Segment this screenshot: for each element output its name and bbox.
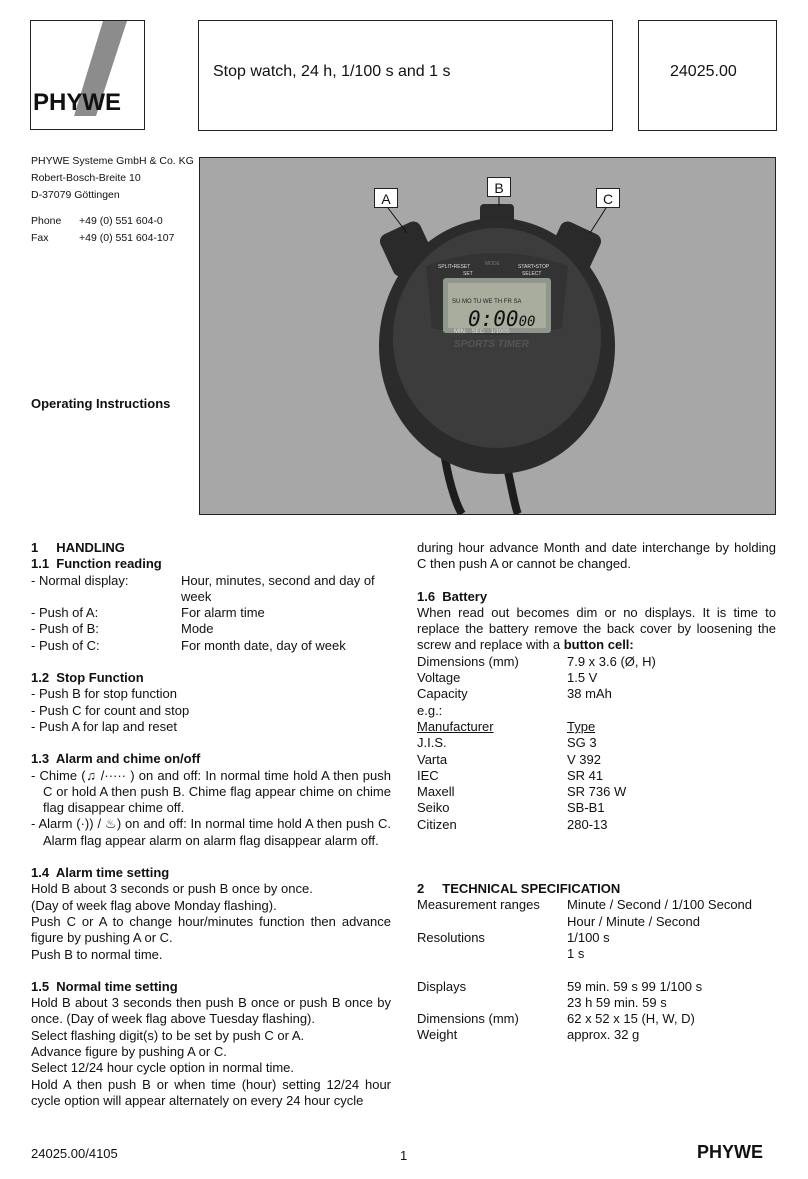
s14-line: (Day of week flag above Monday flashing). <box>31 897 277 913</box>
s15-line: Select flashing digit(s) to be set by push C or A. <box>31 1027 305 1043</box>
company-name: PHYWE Systeme GmbH & Co. KG <box>31 155 194 167</box>
spec-k: Weight <box>417 1027 458 1043</box>
right-column <box>417 540 776 1044</box>
s11-row-v: For month date, day of week <box>181 637 346 653</box>
s13-heading: 1.3 Alarm and chime on/off <box>31 751 201 767</box>
callout-c: C <box>596 188 620 208</box>
manufacturer-cell: J.I.S. <box>417 735 447 751</box>
btn-right-label: START•STOP <box>518 264 550 270</box>
s11-row-v: Mode <box>181 621 214 637</box>
fax-label: Fax <box>31 232 49 244</box>
s15-line-continued: during hour advance Month and date interchange by holding C then push A or cannot be changed. <box>417 540 776 572</box>
section2-heading: 2 TECHNICAL SPECIFICATION <box>417 881 621 897</box>
battery-k: e.g.: <box>417 702 443 718</box>
type-cell: SR 736 W <box>567 784 627 800</box>
s14-line: Hold B about 3 seconds or push B once by once. <box>31 881 313 897</box>
s12-item: - Push B for stop function <box>31 686 177 702</box>
s13-item-alarm: - Alarm (·)) / ♨) on and off: In normal time hold A then push C. Alarm flag appear alarm on alarm flag disappear alarm off. <box>31 816 391 848</box>
page-title: Stop watch, 24 h, 1/100 s and 1 s <box>213 63 451 80</box>
battery-v: 38 mAh <box>567 686 612 702</box>
logo-box <box>30 20 145 130</box>
spec-k: Displays <box>417 978 467 994</box>
battery-k: Voltage <box>417 670 461 686</box>
s14-line: Push B to normal time. <box>31 946 163 962</box>
table-row <box>417 735 776 751</box>
s16-intro-text: When read out becomes dim or no displays. It is time to replace the battery remove the back cover by loosening the screw and replace with a <box>417 604 776 653</box>
doc-number: 24025.00/4105 <box>31 1146 118 1161</box>
s11-row-k: - Push of B: <box>31 621 99 637</box>
stopwatch-photo <box>199 157 776 515</box>
s15-heading: 1.5 Normal time setting <box>31 978 178 994</box>
type-cell: 280-13 <box>567 816 608 832</box>
table-row <box>417 800 776 816</box>
section1-heading: 1 HANDLING <box>31 540 125 555</box>
title-box <box>198 20 613 131</box>
spec-v2: 23 h 59 min. 59 s <box>567 994 667 1010</box>
table-row <box>417 768 776 784</box>
footer-logo: PHYWE <box>697 1142 764 1162</box>
address-block <box>31 153 196 247</box>
spec-v: 62 x 52 x 15 (H, W, D) <box>567 1011 695 1027</box>
spec-v2: 1 s <box>567 946 585 962</box>
manufacturer-header: Manufacturer <box>417 718 494 734</box>
spec-v: approx. 32 g <box>567 1027 640 1043</box>
spec-v2: Hour / Minute / Second <box>567 913 700 929</box>
s11-row-k: - Push of C: <box>31 637 100 653</box>
btn-left-sub-label: SET <box>463 271 473 277</box>
spec-k: Resolutions <box>417 929 485 945</box>
lcd-digits <box>468 307 535 331</box>
s15-line: Select 12/24 hour cycle option in normal time. <box>31 1060 295 1076</box>
s16-heading: 1.6 Battery <box>417 588 488 604</box>
battery-v: 1.5 V <box>567 670 598 686</box>
s14-line: Push C or A to change hour/minutes function then advance figure by pushing A or C. <box>31 913 391 946</box>
battery-k: Dimensions (mm) <box>417 653 519 669</box>
spec-v: Minute / Second / 1/100 Second <box>567 897 753 913</box>
callout-a: A <box>374 188 398 208</box>
order-number: 24025.00 <box>670 63 737 80</box>
spec-v: 59 min. 59 s 99 1/100 s <box>567 978 703 994</box>
lcd-main-digits: 0:00 <box>468 307 519 331</box>
street: Robert-Bosch-Breite 10 <box>31 172 141 184</box>
s16-intro-bold: button cell: <box>563 637 634 653</box>
table-row <box>417 784 776 800</box>
stopwatch-icon <box>200 158 775 514</box>
s11-row-v: Hour, minutes, second and day of week <box>181 572 375 604</box>
spec-k: Dimensions (mm) <box>417 1011 519 1027</box>
battery-v: 7.9 x 3.6 (Ø, H) <box>567 653 656 669</box>
manufacturer-cell: Maxell <box>417 784 455 800</box>
btn-right-sub-label: SELECT <box>522 271 542 277</box>
s15-line: Hold B about 3 seconds then push B once or push B once by once. (Day of week flag above Tuesday flashing). <box>31 995 391 1027</box>
s13-item-chime: - Chime (♫ /····· ) on and off: In normal time hold A then push C or hold A then push B. Chime flag appear chime on chime flag disappear chime off. <box>31 767 391 816</box>
type-cell: SG 3 <box>567 735 597 751</box>
manufacturer-cell: Citizen <box>417 816 457 832</box>
fax-number: +49 (0) 551 604-107 <box>79 232 175 244</box>
type-cell: V 392 <box>567 751 601 767</box>
spec-v: 1/100 s <box>567 929 610 945</box>
s12-item: - Push C for count and stop <box>31 702 190 718</box>
page-number: 1 <box>400 1148 408 1163</box>
city: D-37079 Göttingen <box>31 189 120 201</box>
left-column <box>31 540 391 1109</box>
manufacturer-cell: IEC <box>417 767 439 783</box>
s16-intro <box>417 605 776 654</box>
btn-mid-label: MODE <box>485 261 500 267</box>
s12-heading: 1.2 Stop Function <box>31 670 144 686</box>
phone-label: Phone <box>31 215 62 227</box>
battery-k: Capacity <box>417 686 468 702</box>
s11-heading: 1.1 Function reading <box>31 556 162 572</box>
s15-line: Advance figure by pushing A or C. <box>31 1044 227 1060</box>
battery-v <box>567 703 776 719</box>
s11-row-k: - Normal display: <box>31 572 129 588</box>
type-cell: SR 41 <box>567 767 604 783</box>
lcd-small-digits: 00 <box>518 314 536 330</box>
manufacturer-cell: Seiko <box>417 800 450 816</box>
btn-left-label: SPLIT•RESET <box>438 264 471 270</box>
s15-line: Hold A then push B or when time (hour) setting 12/24 hour cycle option will appear alternately on every 24 hour cycle <box>31 1076 391 1108</box>
brand-label: SPORTS TIMER <box>454 339 529 350</box>
manufacturer-cell: Varta <box>417 751 448 767</box>
s12-item: - Push A for lap and reset <box>31 718 177 734</box>
phone-number: +49 (0) 551 604-0 <box>79 215 163 227</box>
logo-text: PHYWE <box>33 89 122 116</box>
s11-row-k: - Push of A: <box>31 605 99 621</box>
order-box <box>638 20 777 131</box>
type-cell: SB-B1 <box>567 800 605 816</box>
table-row <box>417 817 776 833</box>
lcd-units: MIN. SEC. 1/100S <box>454 329 510 335</box>
callout-b: B <box>487 177 511 197</box>
s11-row-v: For alarm time <box>181 605 265 621</box>
type-header: Type <box>567 718 596 734</box>
spec-k: Measurement ranges <box>417 897 540 913</box>
operating-instructions-label: Operating Instructions <box>31 396 171 411</box>
s14-heading: 1.4 Alarm time setting <box>31 865 170 881</box>
lcd-days: SU MO TU WE TH FR SA <box>452 299 522 305</box>
table-row <box>417 752 776 768</box>
